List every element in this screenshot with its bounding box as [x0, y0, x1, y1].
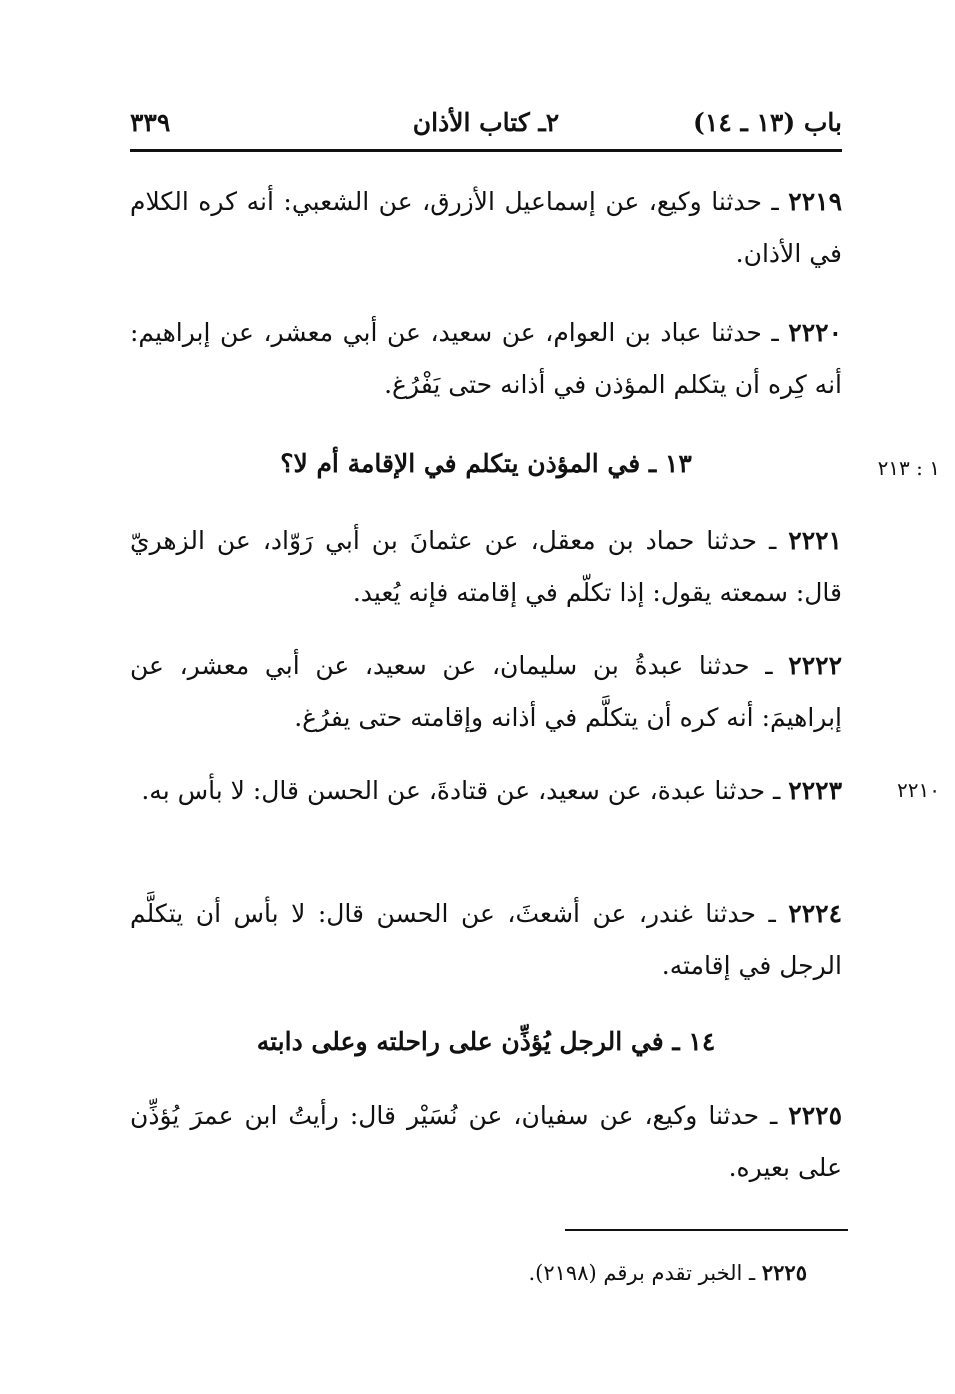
- margin-reference: ٢٢١٠: [897, 778, 940, 802]
- section-heading: ١٤ ـ في الرجل يُؤذِّن على راحلته وعلى دابته: [256, 1027, 716, 1056]
- hadith-paragraph: [130, 888, 842, 992]
- hadith-number: ٢٢٢٤: [788, 899, 842, 928]
- running-header: [130, 100, 842, 142]
- footnote-number: ٢٢٢٥: [761, 1260, 807, 1285]
- hadith-number: ٢٢١٩: [788, 187, 843, 216]
- page-number: ٣٣٩: [130, 108, 171, 137]
- hadith-text: ـ حدثنا وكيع، عن سفيان، عن نُسَيْر قال: رأيتُ ابن عمرَ يُؤذِّن على بعيره.: [130, 1101, 842, 1182]
- hadith-paragraph: [130, 765, 842, 817]
- hadith-paragraph: [130, 1090, 842, 1194]
- footnote-text: ـ الخبر تقدم برقم (٢١٩٨).: [528, 1261, 756, 1285]
- book-title: ٢ـ كتاب الأذان: [412, 108, 560, 137]
- footnote: [400, 1256, 807, 1290]
- hadith-text: ـ حدثنا وكيع، عن إسماعيل الأزرق، عن الشعبي: أنه كره الكلام في الأذان.: [130, 187, 842, 268]
- hadith-number: ٢٢٢٥: [788, 1101, 842, 1130]
- hadith-number: ٢٢٢١: [788, 526, 842, 555]
- margin-reference: ١ : ٢١٣: [877, 456, 940, 480]
- hadith-text: ـ حدثنا غندر، عن أشعثَ، عن الحسن قال: لا بأس أن يتكلَّم الرجل في إقامته.: [130, 899, 842, 980]
- hadith-number: ٢٢٢٠: [788, 318, 842, 347]
- hadith-paragraph: [130, 515, 842, 619]
- hadith-text: ـ حدثنا عبدةُ بن سليمان، عن سعيد، عن أبي معشر، عن إبراهيمَ: أنه كره أن يتكلَّم في أذانه وإقامته حتى يفرُغ.: [130, 651, 842, 732]
- hadith-paragraph: [130, 176, 842, 280]
- hadith-text: ـ حدثنا حماد بن معقل، عن عثمانَ بن أبي رَوّاد، عن الزهريّ قال: سمعته يقول: إذا تكلّم في إقامته فإنه يُعيد.: [130, 526, 842, 607]
- hadith-number: ٢٢٢٢: [788, 651, 842, 680]
- chapter-range: باب (١٣ ـ ١٤): [693, 108, 842, 137]
- footnote-rule: [565, 1229, 848, 1231]
- hadith-text: ـ حدثنا عبدة، عن سعيد، عن قتادةَ، عن الحسن قال: لا بأس به.: [141, 776, 781, 805]
- hadith-text: ـ حدثنا عباد بن العوام، عن سعيد، عن أبي معشر، عن إبراهيم: أنه كِره أن يتكلم المؤذن في أذانه حتى يَفْرُغ.: [130, 318, 842, 399]
- section-heading: ١٣ ـ في المؤذن يتكلم في الإقامة أم لا؟: [280, 449, 692, 478]
- hadith-number: ٢٢٢٣: [788, 776, 842, 805]
- hadith-paragraph: [130, 640, 842, 744]
- hadith-paragraph: [130, 307, 842, 411]
- header-rule: [130, 149, 842, 152]
